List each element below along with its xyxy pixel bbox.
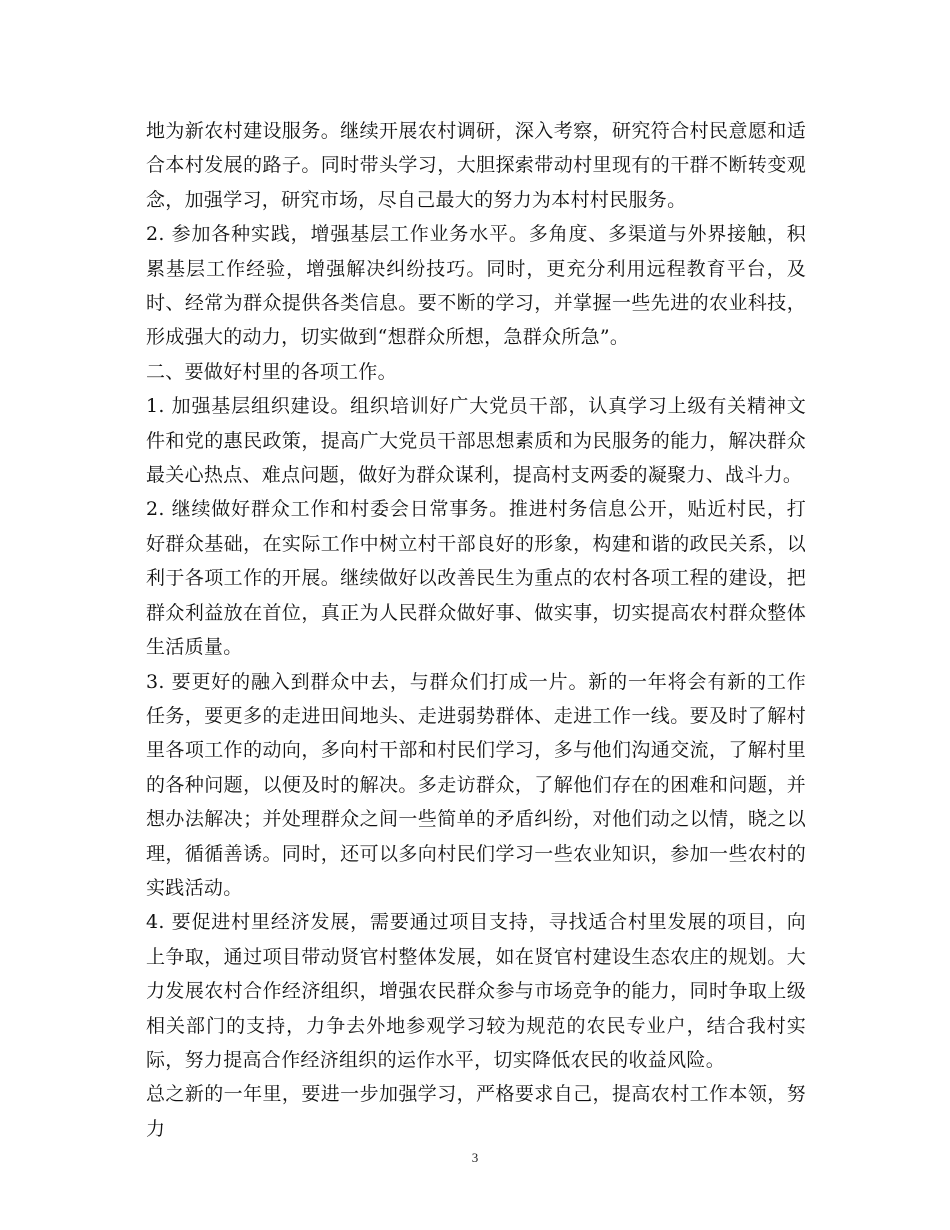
paragraph: 3. 要更好的融入到群众中去，与群众们打成一片。新的一年将会有新的工作任务，要更多的走进田间地头、走进弱势群体、走进工作一线。要及时了解村里各项工作的动向，多向村干部和村民们学习，多与他们沟通交流，了解村里的各种问题，以便及时的解决。多走访群众，了解他们存在的困难和问题，并想办法解决；并处理群众之间一些简单的矛盾纠纷，对他们动之以情，晓之以理，循循善诱。同时，还可以多向村民们学习一些农业知识，参加一些农村的实践活动。	[146, 670, 806, 899]
paragraph: 总之新的一年里，要进一步加强学习，严格要求自己，提高农村工作本领，努力	[146, 1083, 806, 1140]
paragraph: 2. 继续做好群众工作和村委会日常事务。推进村务信息公开，贴近村民，打好群众基础，在实际工作中树立村干部良好的形象，构建和谐的政民关系，以利于各项工作的开展。继续做好以改善民生为重点的农村各项工程的建设，把群众利益放在首位，真正为人民群众做好事、做实事，切实提高农村群众整体生活质量。	[146, 498, 806, 659]
paragraph: 4. 要促进村里经济发展，需要通过项目支持，寻找适合村里发展的项目，向上争取，通过项目带动贤官村整体发展，如在贤官村建设生态农庄的规划。大力发展农村合作经济组织，增强农民群众参与市场竞争的能力，同时争取上级相关部门的支持，力争去外地参观学习较为规范的农民专业户，结合我村实际，努力提高合作经济组织的运作水平，切实降低农民的收益风险。	[146, 911, 806, 1071]
page-number: 3	[471, 1150, 479, 1165]
document-body	[146, 114, 806, 1146]
paragraph: 2. 参加各种实践，增强基层工作业务水平。多角度、多渠道与外界接触，积累基层工作经验，增强解决纠纷技巧。同时，更充分利用远程教育平台，及时、经常为群众提供各类信息。要不断的学习，并掌握一些先进的农业科技，形成强大的动力，切实做到“想群众所想，急群众所急”。	[146, 223, 806, 349]
paragraph: 1. 加强基层组织建设。组织培训好广大党员干部，认真学习上级有关精神文件和党的惠民政策，提高广大党员干部思想素质和为民服务的能力，解决群众最关心热点、难点问题，做好为群众谋利，提高村支两委的凝聚力、战斗力。	[146, 395, 806, 487]
paragraph: 地为新农村建设服务。继续开展农村调研，深入考察，研究符合村民意愿和适合本村发展的路子。同时带头学习，大胆探索带动村里现有的干群不断转变观念，加强学习，研究市场，尽自己最大的努力为本村村民服务。	[146, 120, 806, 211]
section-heading: 二、要做好村里的各项工作。	[146, 360, 397, 383]
